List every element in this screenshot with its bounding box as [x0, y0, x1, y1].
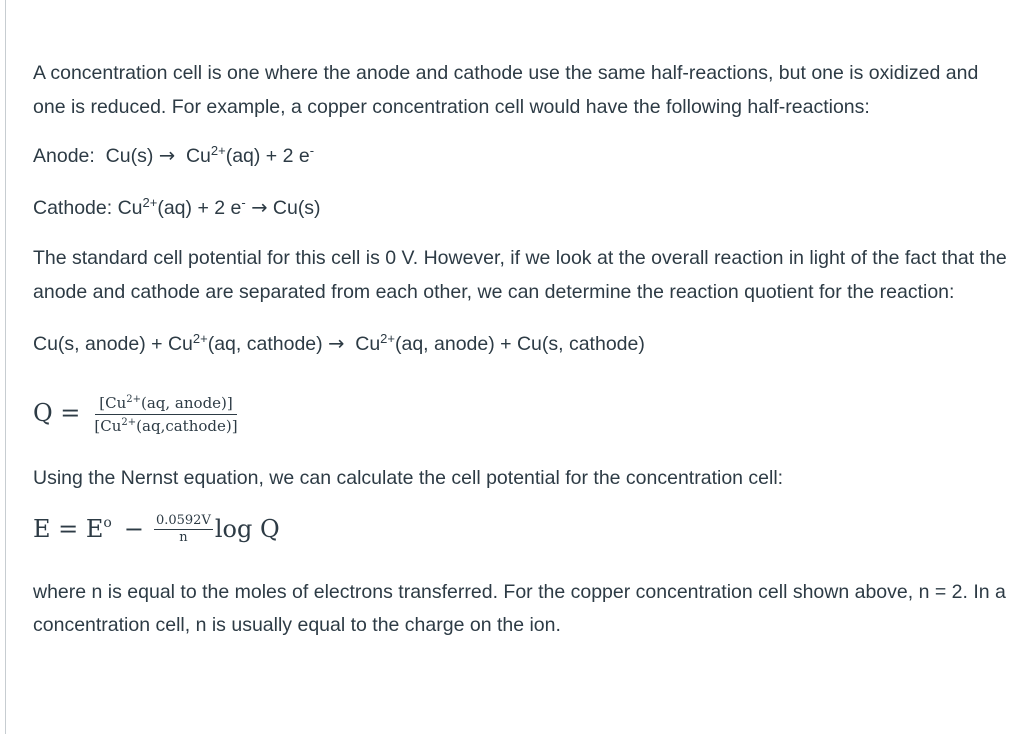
ion-charge: 2+ [192, 330, 208, 346]
nernst-log-q: log Q [214, 514, 280, 543]
document-content [33, 57, 1008, 643]
anode-label: Anode: [33, 145, 95, 168]
overall-reaction [33, 327, 1008, 362]
anode-reactant: Cu(s) [105, 145, 154, 168]
nernst-fraction [154, 513, 213, 546]
electron-charge: - [241, 194, 246, 210]
cathode-label: Cathode: [33, 196, 113, 219]
cathode-reactant-rest: (aq) + 2 e [157, 196, 242, 219]
nernst-equation [33, 504, 1008, 556]
nernst-lhs: $E = E^o$ [33, 514, 112, 543]
overall-reactant-phase: (aq, cathode) [207, 332, 323, 355]
reaction-arrow: → [251, 195, 268, 219]
reaction-arrow: → [158, 144, 176, 168]
reaction-quotient-equation [33, 378, 1008, 450]
intro-paragraph: A concentration cell is one where the anode and cathode use the same half-reactions, but one is oxidized and one is reduced. For example, a copper concentration cell would have the following half-reactions: [33, 62, 979, 118]
standard-potential-paragraph: The standard cell potential for this cell is 0 V. However, if we look at the overall reaction in light of the fact that the anode and cathode are separated from each other, we can determine the reaction quotient for the reaction: [33, 247, 1007, 303]
anode-product: Cu [185, 145, 211, 168]
q-numerator: [$Cu^{2+}(aq$, anode)] [95, 392, 237, 415]
q-denominator: $[Cu^{2+}(aq,cathode)]$ [94, 416, 238, 435]
page-left-border [0, 0, 6, 734]
q-lhs: Q = [33, 399, 81, 428]
q-fraction [90, 392, 241, 437]
cathode-product: Cu(s) [272, 196, 321, 219]
cathode-reactant: Cu [117, 196, 143, 219]
nernst-intro-paragraph: Using the Nernst equation, we can calculate the cell potential for the concentration cell: [33, 467, 784, 490]
electron-charge: - [309, 143, 315, 159]
anode-half-reaction [33, 139, 1008, 174]
nernst-minus: − [123, 514, 144, 543]
ion-charge: 2+ [142, 194, 158, 210]
ion-charge: 2+ [210, 143, 226, 159]
overall-product: Cu [355, 332, 381, 355]
overall-products-rest: (aq, anode) + Cu(s, cathode) [395, 332, 645, 355]
ion-charge: 2+ [380, 330, 395, 346]
electrons-paragraph: where n is equal to the moles of electrons transferred. For the copper concentration cell shown above, n = 2. In a concentration cell, n is usually equal to the charge on the ion. [33, 580, 1006, 637]
reaction-arrow: → [328, 331, 345, 355]
anode-product-rest: (aq) + 2 e [225, 145, 310, 168]
nernst-denominator: n [179, 530, 188, 546]
cathode-half-reaction [33, 191, 1008, 226]
nernst-numerator: 0.0592V [155, 513, 211, 529]
overall-reactants: Cu(s, anode) + Cu [33, 332, 193, 355]
